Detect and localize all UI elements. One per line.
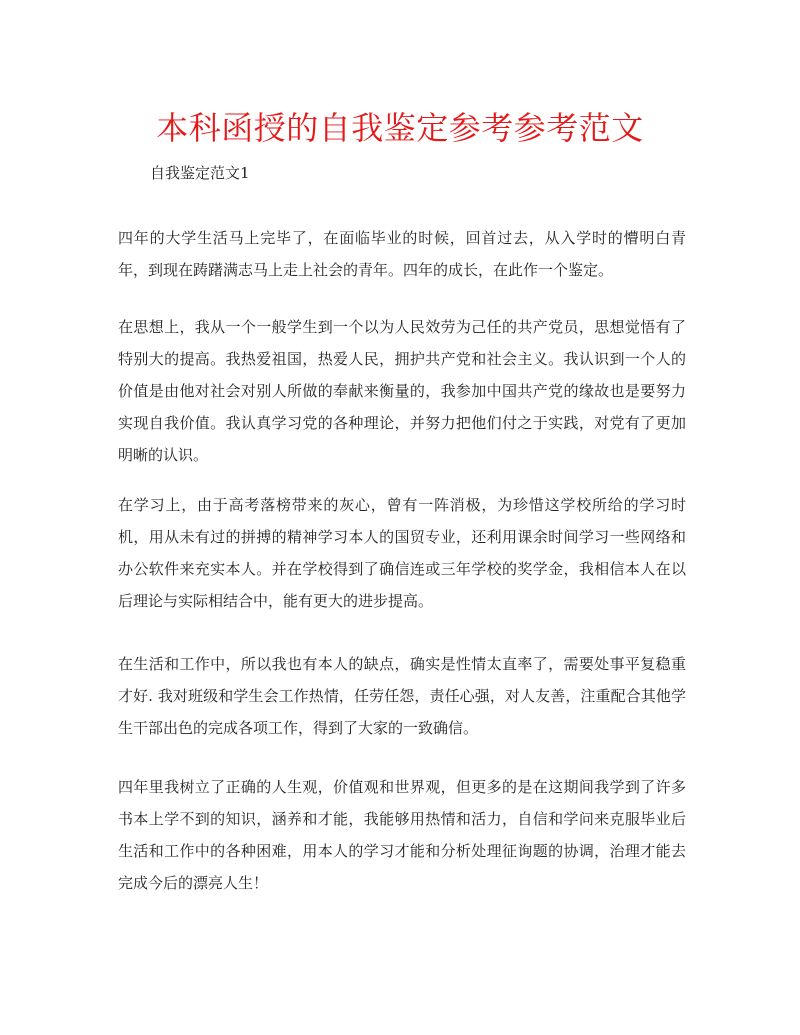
document-subtitle: 自我鉴定范文1 bbox=[150, 164, 250, 182]
paragraph-4: 在生活和工作中，所以我也有本人的缺点，确实是性情太直率了，需要处事平复稳重才好. 我对班级和学生会工作热情，任劳任怨，责任心强，对人友善，注重配合其他学生干部出色的完成各项工作，得到了大家的一致确信。 bbox=[118, 655, 686, 737]
paragraph-5: 四年里我树立了正确的人生观，价值观和世界观，但更多的是在这期间我学到了许多书本上学不到的知识，涵养和才能，我能够用热情和活力，自信和学问来克服毕业后生活和工作中的各种困难，用本人的学习才能和分析处理征询题的协调，治理才能去完成今后的漂亮人生！ bbox=[118, 778, 686, 892]
paragraph-2: 在思想上，我从一个一般学生到一个以为人民效劳为己任的共产党员，思想觉悟有了特别大的提高。我热爱祖国，热爱人民，拥护共产党和社会主义。我认识到一个人的价值是由他对社会对别人所做的奉献来衡量的，我参加中国共产党的缘故也是要努力实现自我价值。我认真学习党的各种理论，并努力把他们付之于实践，对党有了更加明晰的认识。 bbox=[118, 318, 686, 464]
document-title: 本科函授的自我鉴定参考参考范文 bbox=[156, 109, 644, 147]
paragraph-3: 在学习上，由于高考落榜带来的灰心，曾有一阵消极，为珍惜这学校所给的学习时机，用从未有过的拼搏的精神学习本人的国贸专业，还利用课余时间学习一些网络和办公软件来充实本人。并在学校得到了确信连或三年学校的奖学金，我相信本人在以后理论与实际相结合中，能有更大的进步提高。 bbox=[118, 496, 686, 610]
paragraph-1: 四年的大学生活马上完毕了，在面临毕业的时候，回首过去，从入学时的懵明白青年，到现在踌躇满志马上走上社会的青年。四年的成长，在此作一个鉴定。 bbox=[118, 229, 686, 279]
